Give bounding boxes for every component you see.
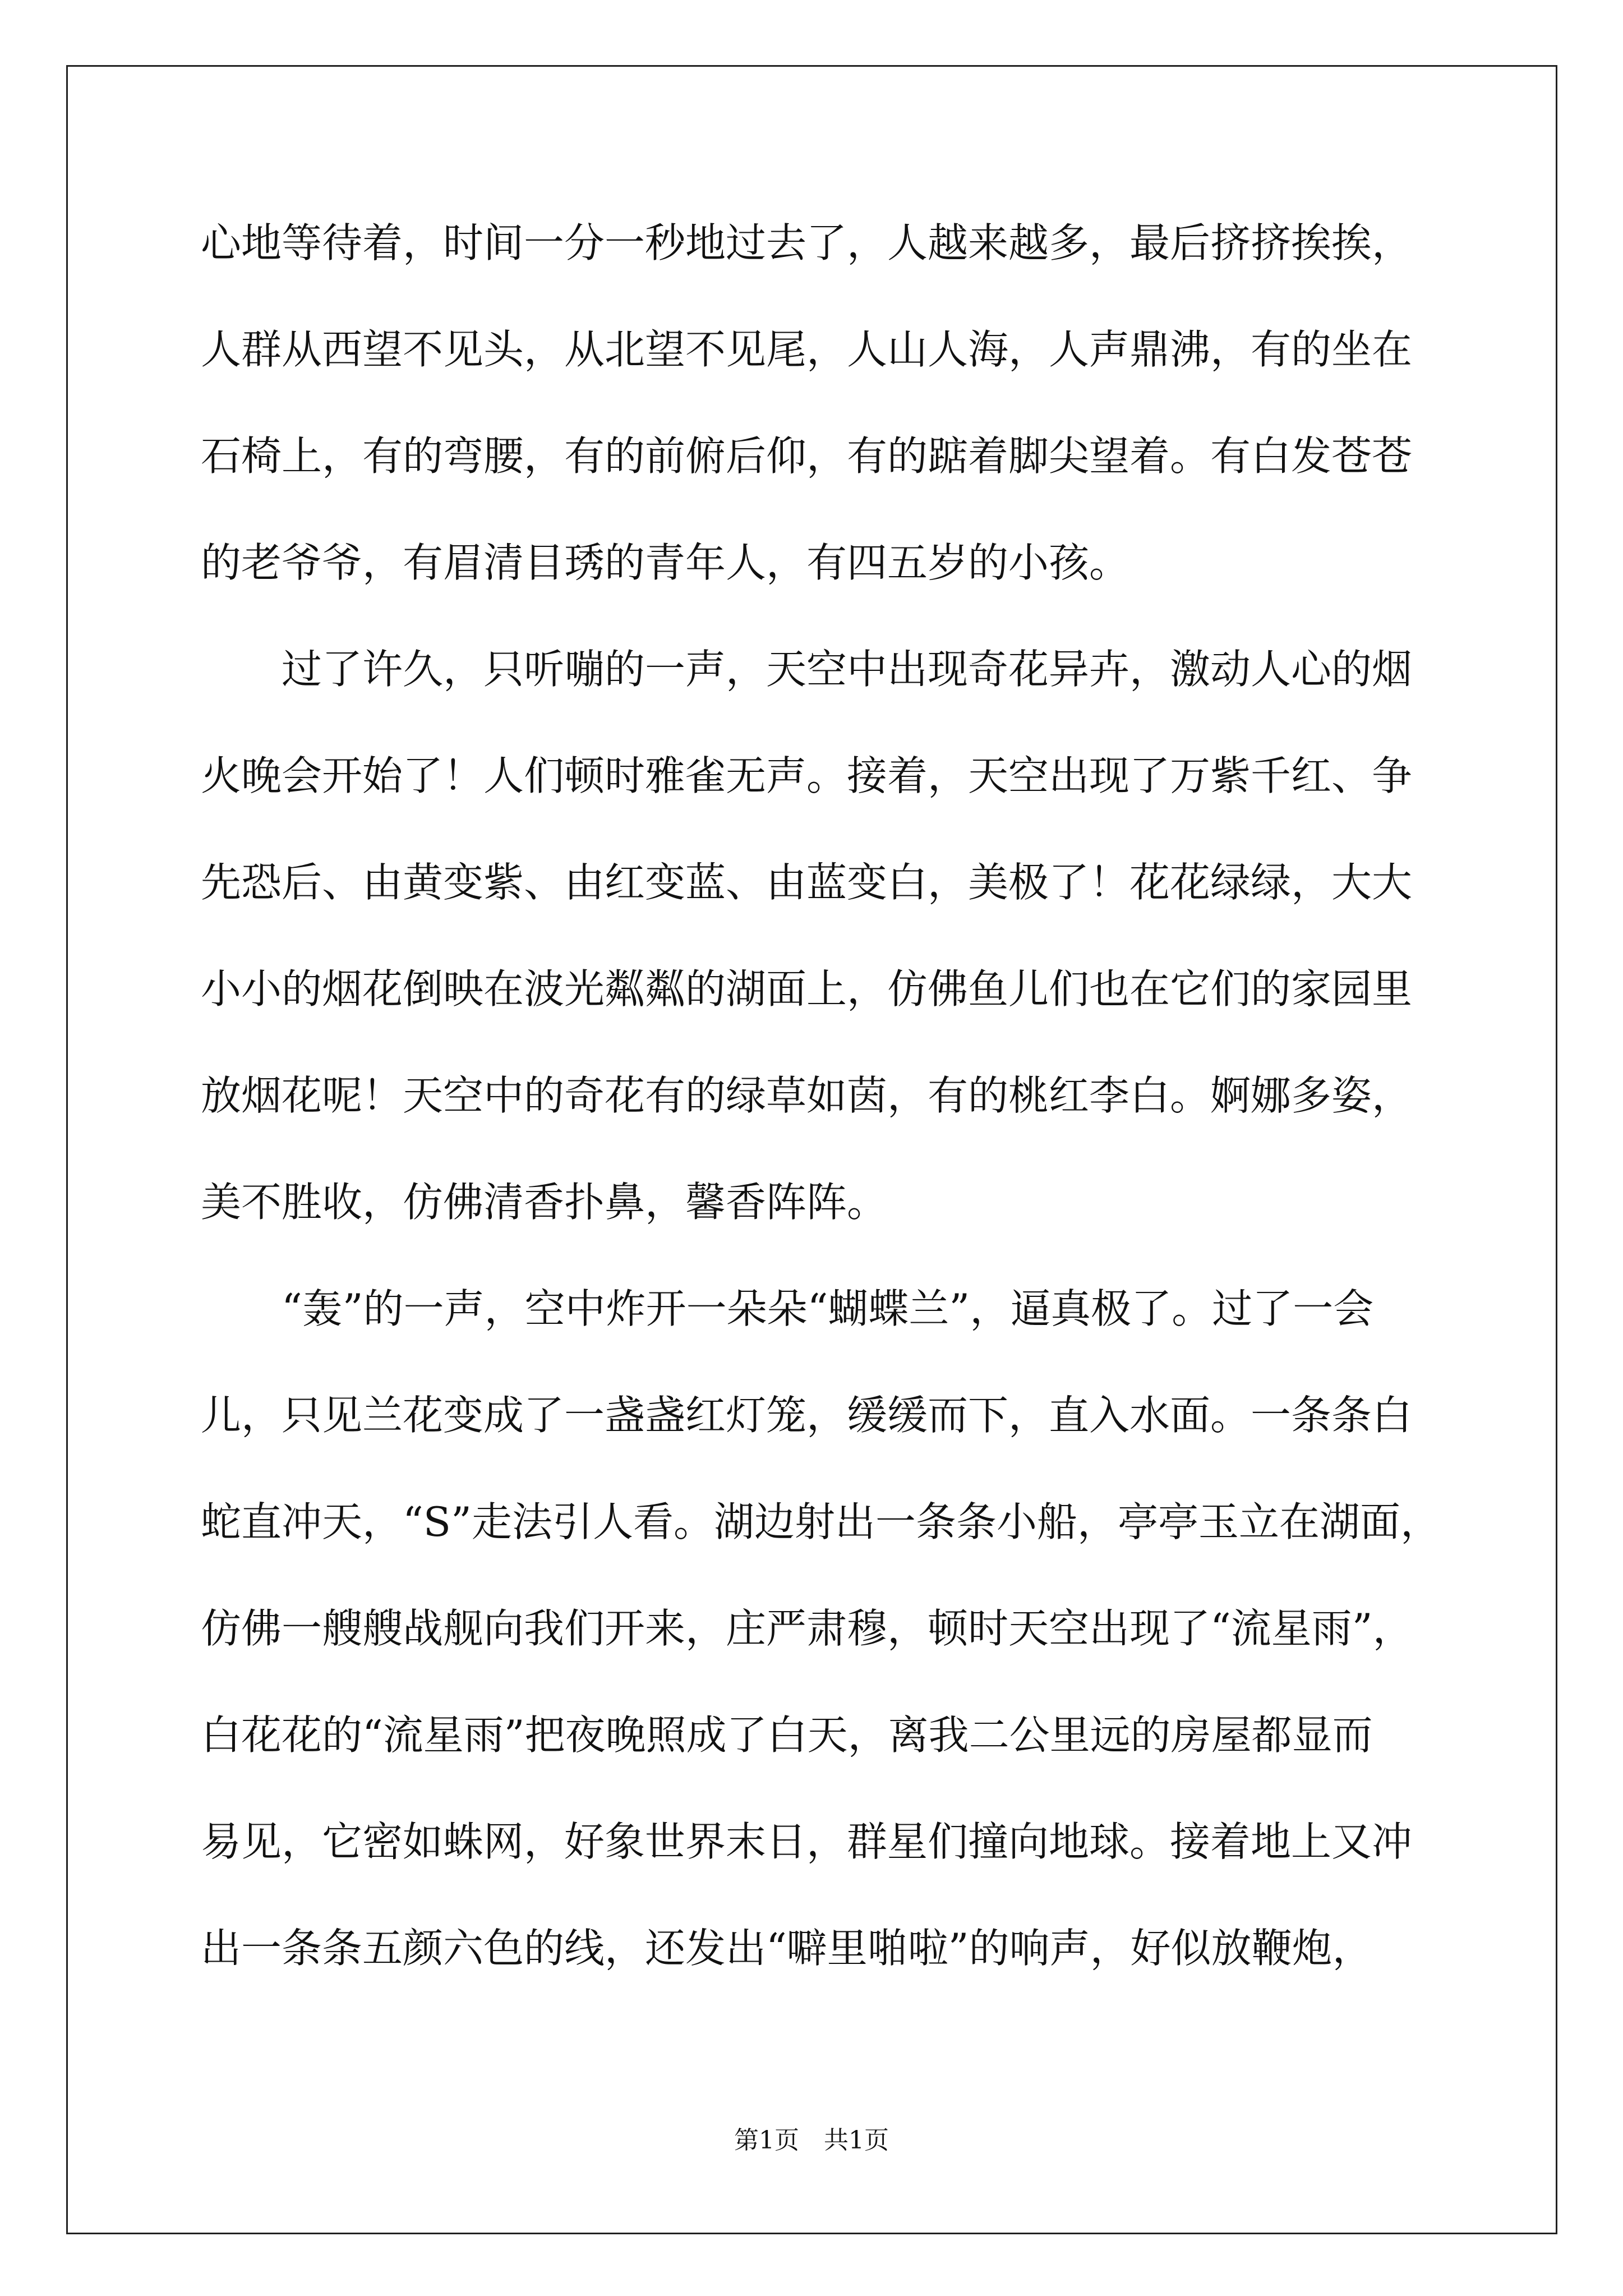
text-line: 易见，它密如蛛网，好象世界末日，群星们撞向地球。接着地上又冲 — [201, 1818, 1413, 1865]
text-line: 人群从西望不见头，从北望不见尾，人山人海，人声鼎沸，有的坐在 — [201, 326, 1413, 373]
text-line: 石椅上，有的弯腰，有的前俯后仰，有的踮着脚尖望着。有白发苍苍 — [201, 432, 1413, 480]
text-line: “轰”的一声，空中炸开一朵朵“蝴蝶兰”，逼真极了。过了一会 — [201, 1285, 1374, 1332]
text-line: 的老爷爷，有眉清目琇的青年人，有四五岁的小孩。 — [201, 539, 1130, 586]
text-line: 蛇直冲天，“S”走法引人看。湖边射出一条条小船，亭亭玉立在湖面， — [201, 1498, 1441, 1545]
text-line: 过了许久，只听嘣的一声，天空中出现奇花异卉，激动人心的烟 — [201, 646, 1413, 693]
text-line: 儿，只见兰花变成了一盏盏红灯笼，缓缓而下，直入水面。一条条白 — [201, 1392, 1413, 1439]
text-line: 白花花的“流星雨”把夜晚照成了白天，离我二公里远的房屋都显而 — [201, 1711, 1373, 1759]
text-line: 仿佛一艘艘战舰向我们开来，庄严肃穆，顿时天空出现了“流星雨”， — [201, 1605, 1413, 1652]
page-footer: 第1页 共1页 — [734, 2126, 889, 2155]
text-line: 放烟花呢！天空中的奇花有的绿草如茵，有的桃红李白。婀娜多姿， — [201, 1072, 1413, 1119]
text-line: 小小的烟花倒映在波光粼粼的湖面上，仿佛鱼儿们也在它们的家园里 — [201, 965, 1413, 1013]
text-line: 出一条条五颜六色的线，还发出“噼里啪啦”的响声，好似放鞭炮， — [201, 1925, 1373, 1972]
document-body — [201, 212, 1441, 2024]
text-line: 先恐后、由黄变紫、由红变蓝、由蓝变白，美极了！花花绿绿，大大 — [201, 859, 1413, 906]
text-line: 火晚会开始了！人们顿时雅雀无声。接着，天空出现了万紫千红、争 — [201, 752, 1413, 799]
text-line: 美不胜收，仿佛清香扑鼻，馨香阵阵。 — [201, 1179, 888, 1226]
text-line: 心地等待着，时间一分一秒地过去了，人越来越多，最后挤挤挨挨， — [201, 219, 1413, 266]
